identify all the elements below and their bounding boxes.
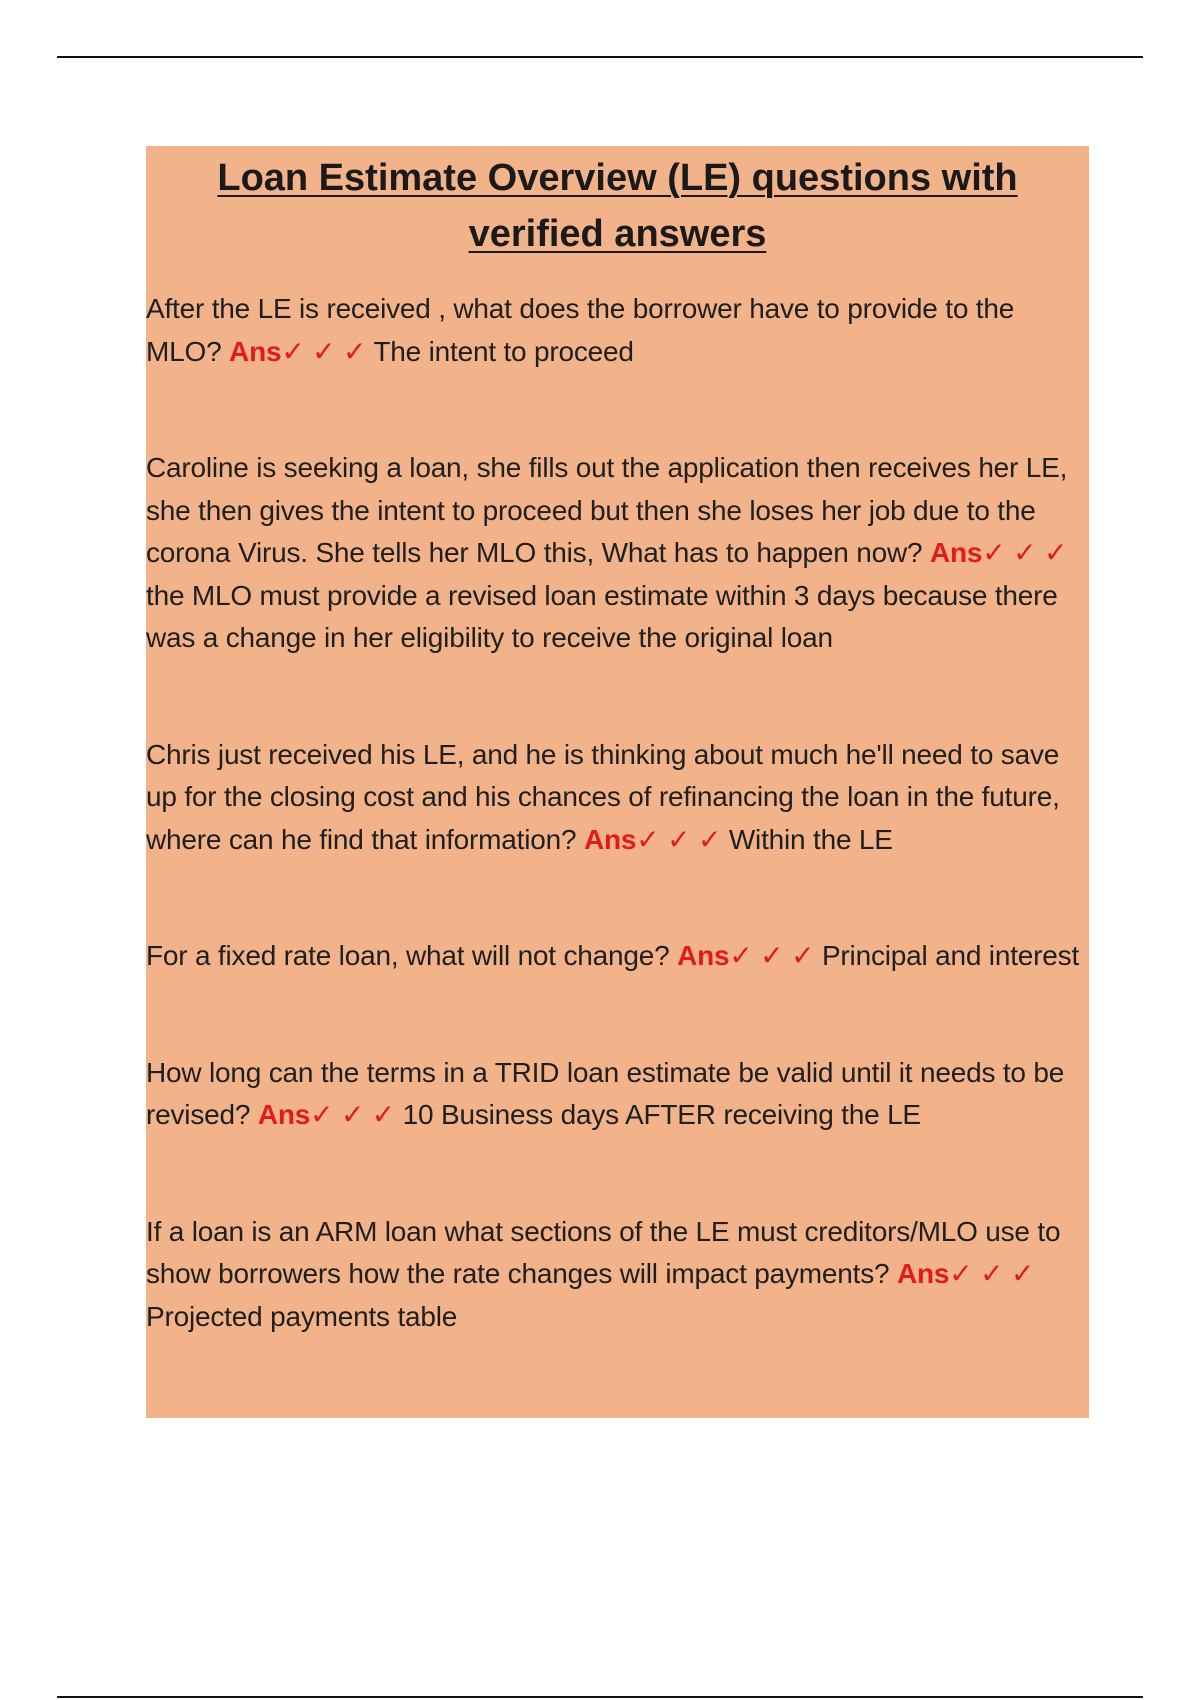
title-line-1: Loan Estimate Overview (LE) questions with [217, 157, 1018, 199]
qa-item [146, 288, 1089, 373]
qa-item [146, 734, 1089, 862]
answer-label: Ans [677, 940, 730, 971]
answer-text: Projected payments table [146, 1300, 458, 1332]
qa-item [146, 447, 1089, 660]
answer-text: the MLO must provide a revised loan estimate within 3 days because there was a change in her eligibility to receive the original loan [146, 579, 1058, 653]
check-marks-icon: ✓ ✓ ✓ [729, 940, 815, 971]
qa-panel [146, 146, 1089, 1418]
answer-label: Ans [229, 335, 282, 367]
qa-list [146, 288, 1089, 1338]
question-text: How long can the terms in a TRID loan estimate be valid until it needs to be revised? [146, 1056, 1065, 1130]
answer-text: The intent to proceed [373, 335, 634, 367]
check-marks-icon: ✓ ✓ ✓ [949, 1258, 1035, 1289]
question-text: For a fixed rate loan, what will not change? [146, 940, 670, 971]
answer-label: Ans [257, 1099, 311, 1130]
qa-item [146, 935, 1089, 978]
answer-text: Principal and interest [821, 940, 1080, 971]
qa-item [146, 1211, 1089, 1339]
answer-label: Ans [897, 1258, 950, 1289]
answer-text: 10 Business days AFTER receiving the LE [402, 1099, 921, 1130]
question-text: Chris just received his LE, and he is thinking about much he'll need to save up for the closing cost and his chances of refinancing the loan in the future, where can he find that information? [146, 738, 1060, 855]
bottom-rule [57, 1696, 1143, 1698]
check-marks-icon: ✓ ✓ ✓ [310, 1099, 396, 1130]
top-rule [57, 56, 1143, 58]
title-line-2: verified answers [468, 213, 767, 255]
question-text: After the LE is received , what does the borrower have to provide to the MLO? [146, 293, 1015, 367]
question-text: Caroline is seeking a loan, she fills out the application then receives her LE, she then gives the intent to proceed but then she loses her job due to the corona Virus. She tells her MLO this, What has to happen now? [146, 452, 1068, 568]
check-marks-icon: ✓ ✓ ✓ [636, 823, 722, 855]
answer-text: Within the LE [728, 823, 893, 855]
question-text: If a loan is an ARM loan what sections of the LE must creditors/MLO use to show borrowers how the rate changes will impact payments? [146, 1215, 1061, 1289]
document-title [146, 146, 1089, 262]
answer-label: Ans [929, 537, 983, 568]
answer-label: Ans [583, 823, 637, 855]
check-marks-icon: ✓ ✓ ✓ [281, 335, 367, 367]
check-marks-icon: ✓ ✓ ✓ [982, 537, 1068, 568]
qa-item [146, 1052, 1089, 1137]
